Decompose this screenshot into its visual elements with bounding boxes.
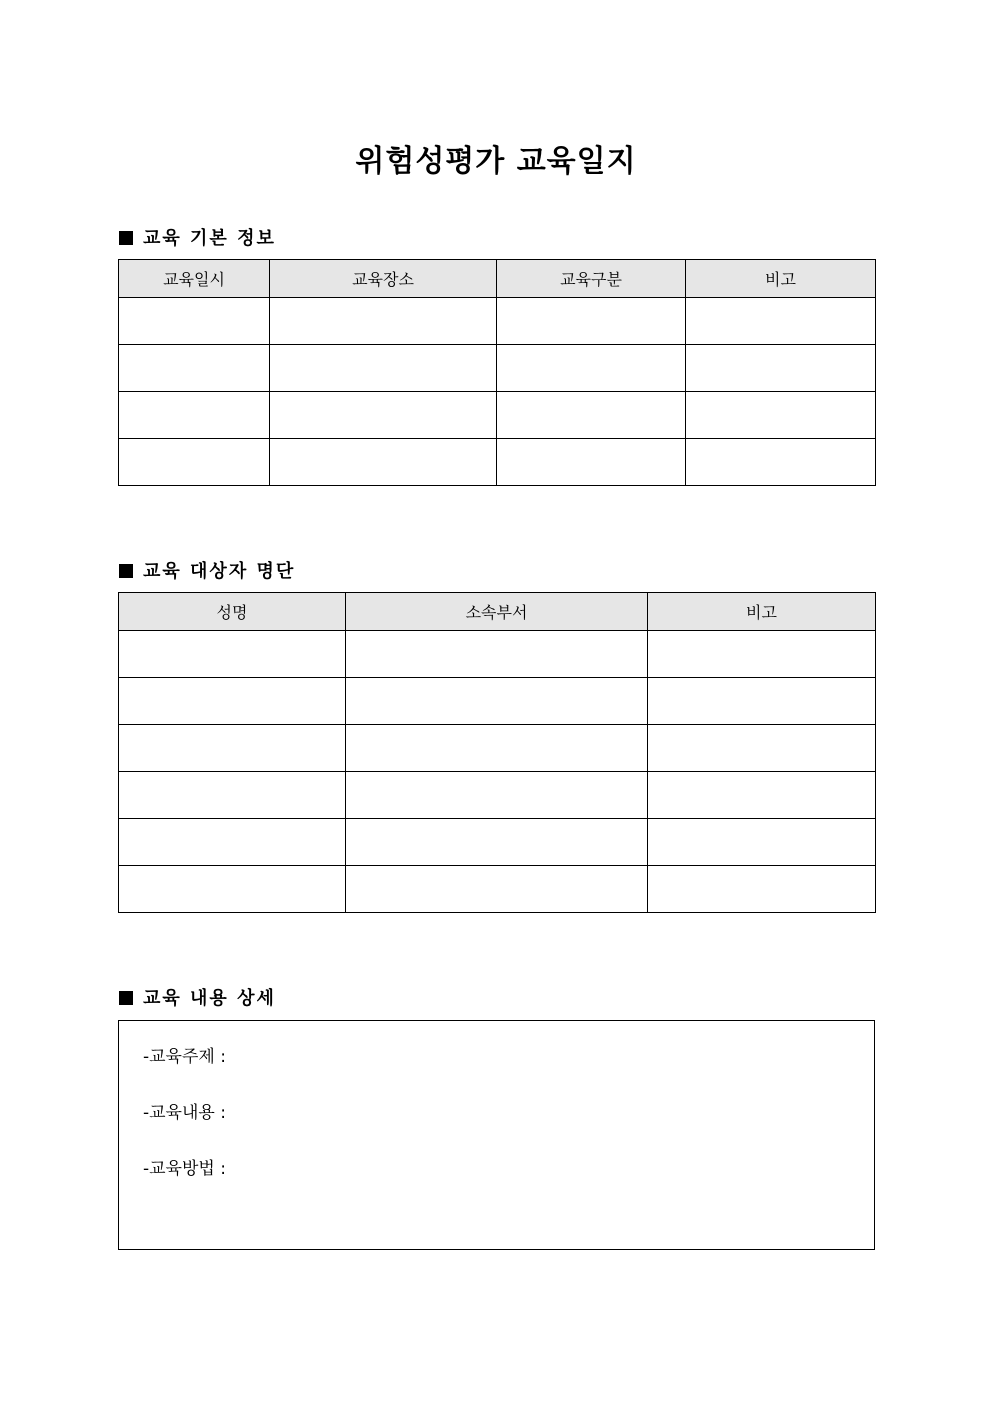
table-header-row (119, 593, 876, 631)
table-row (119, 772, 876, 819)
table-cell[interactable] (119, 819, 346, 866)
table-cell[interactable] (270, 298, 497, 345)
table-cell[interactable] (270, 439, 497, 486)
table-cell[interactable] (648, 772, 876, 819)
detail-line-method: -교육방법 : (143, 1159, 226, 1179)
table-cell[interactable] (648, 819, 876, 866)
section-heading-basic-info (119, 224, 276, 250)
column-header: 성명 (119, 593, 346, 631)
column-header: 교육일시 (119, 260, 270, 298)
section-heading-label: 교육 기본 정보 (143, 228, 276, 249)
detail-line-topic: -교육주제 : (143, 1047, 226, 1067)
table-cell[interactable] (346, 772, 648, 819)
table-cell[interactable] (497, 392, 686, 439)
column-header: 교육구분 (497, 260, 686, 298)
column-header: 비고 (686, 260, 876, 298)
table-row (119, 725, 876, 772)
table-cell[interactable] (119, 772, 346, 819)
table-cell[interactable] (346, 631, 648, 678)
column-header: 비고 (648, 593, 876, 631)
table-cell[interactable] (270, 392, 497, 439)
table-row (119, 819, 876, 866)
table-cell[interactable] (686, 345, 876, 392)
table-cell[interactable] (648, 678, 876, 725)
table-cell[interactable] (119, 678, 346, 725)
table-cell[interactable] (686, 392, 876, 439)
table-cell[interactable] (686, 439, 876, 486)
section-heading-roster (119, 557, 295, 583)
table-cell[interactable] (346, 725, 648, 772)
section-heading-label: 교육 내용 상세 (143, 988, 276, 1009)
table-cell[interactable] (497, 439, 686, 486)
section-heading-label: 교육 대상자 명단 (143, 561, 296, 582)
table-cell[interactable] (270, 345, 497, 392)
table-cell[interactable] (119, 345, 270, 392)
table-header-row (119, 260, 876, 298)
table-cell[interactable] (119, 866, 346, 913)
table-row (119, 345, 876, 392)
detail-line-content: -교육내용 : (143, 1103, 226, 1123)
table-cell[interactable] (346, 678, 648, 725)
table-row (119, 439, 876, 486)
column-header: 교육장소 (270, 260, 497, 298)
table-cell[interactable] (346, 819, 648, 866)
square-bullet-icon (119, 231, 133, 245)
table-cell[interactable] (686, 298, 876, 345)
column-header: 소속부서 (346, 593, 648, 631)
table-cell[interactable] (648, 631, 876, 678)
section-heading-details (119, 984, 276, 1010)
table-cell[interactable] (119, 439, 270, 486)
table-row (119, 392, 876, 439)
page-title: 위험성평가 교육일지 (355, 144, 637, 179)
table-cell[interactable] (119, 298, 270, 345)
table-row (119, 298, 876, 345)
table-row (119, 631, 876, 678)
table-row (119, 866, 876, 913)
table-cell[interactable] (119, 631, 346, 678)
table-cell[interactable] (119, 725, 346, 772)
table-cell[interactable] (648, 725, 876, 772)
table-cell[interactable] (497, 345, 686, 392)
roster-table (118, 592, 876, 913)
details-box[interactable] (118, 1020, 875, 1250)
square-bullet-icon (119, 991, 133, 1005)
square-bullet-icon (119, 564, 133, 578)
table-row (119, 678, 876, 725)
table-cell[interactable] (119, 392, 270, 439)
table-cell[interactable] (648, 866, 876, 913)
table-cell[interactable] (346, 866, 648, 913)
table-cell[interactable] (497, 298, 686, 345)
basic-info-table (118, 259, 876, 486)
